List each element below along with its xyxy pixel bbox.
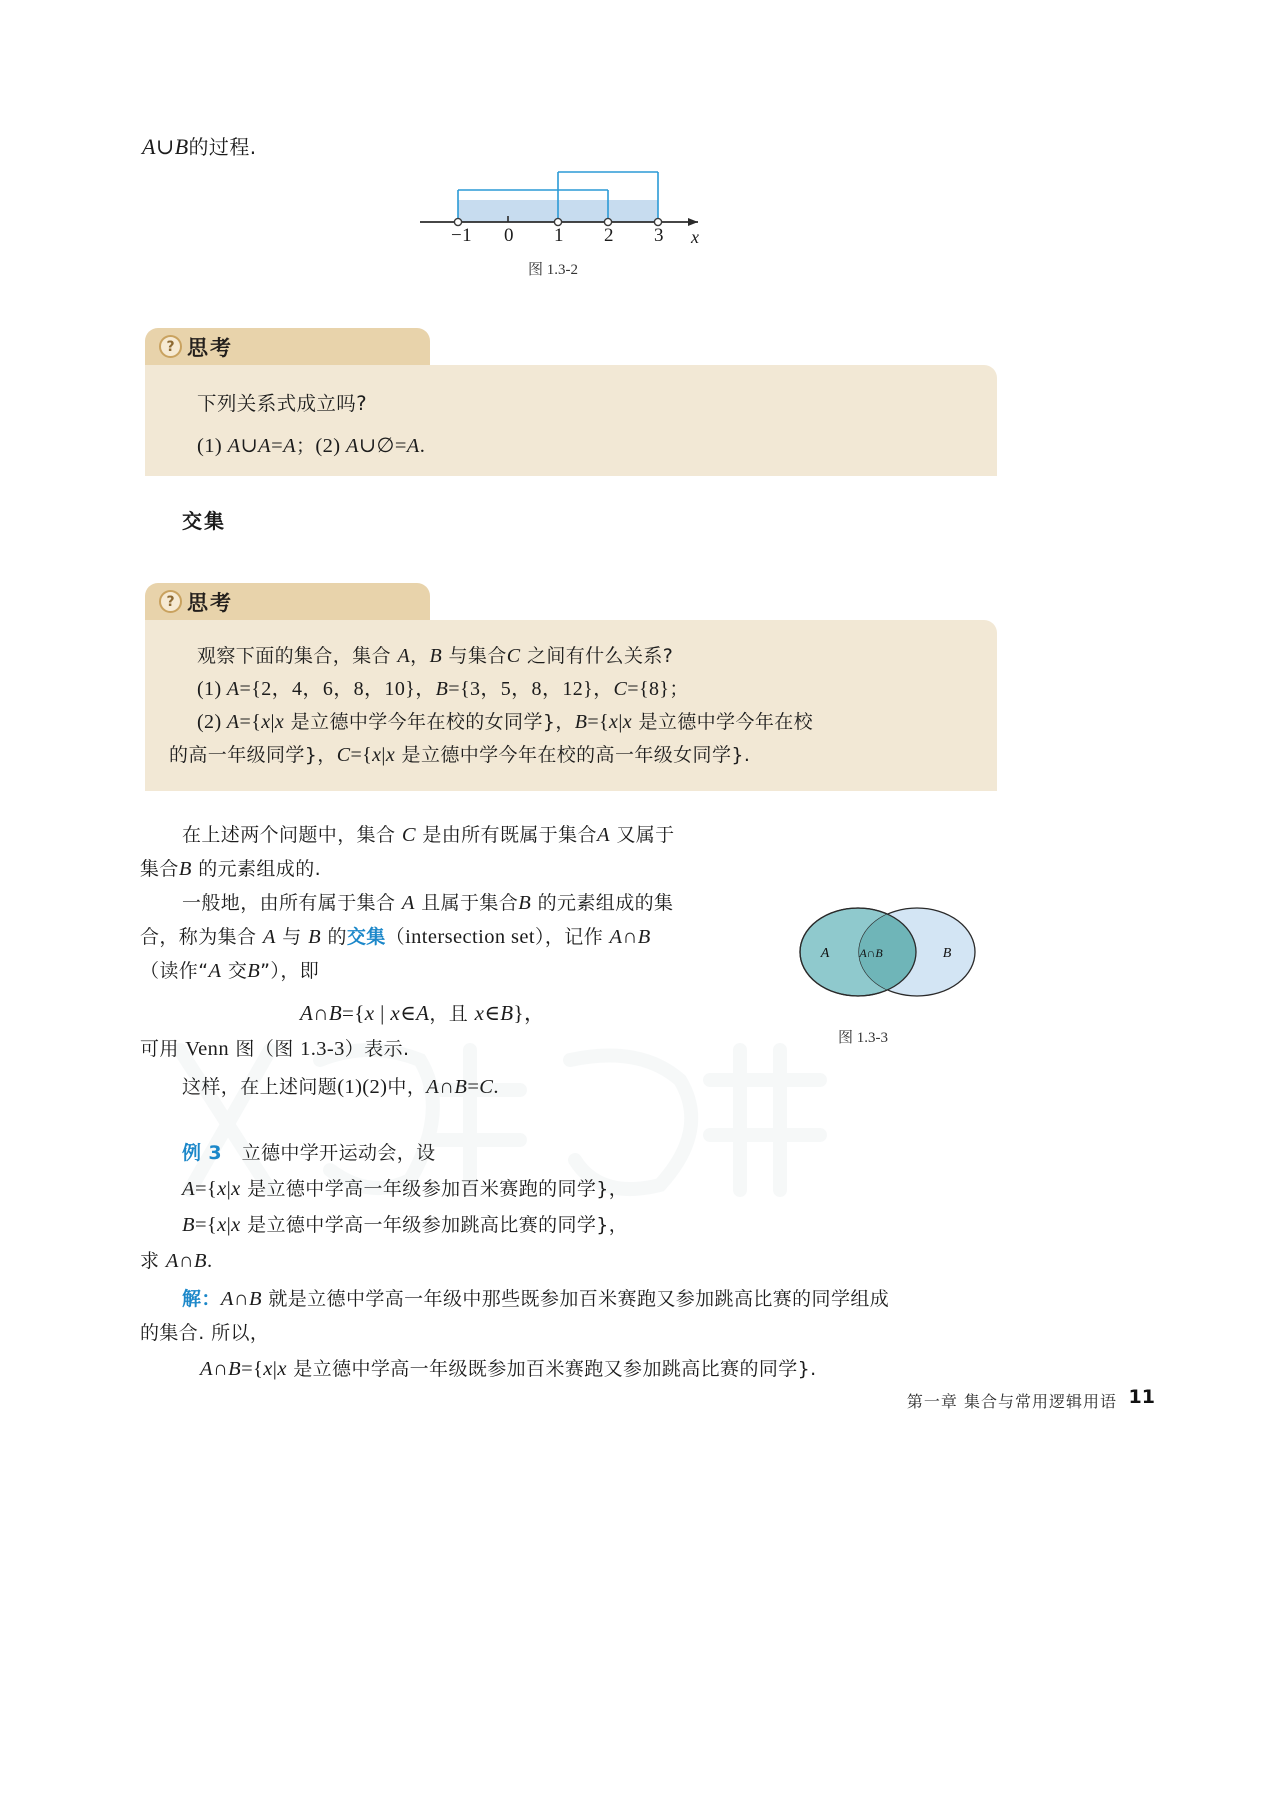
example-title: 立德中学开运动会，设 — [241, 1142, 436, 1164]
body-formula-intersection: A∩B={x | x∈A，且 x∈B}， — [300, 1001, 546, 1025]
question-mark-icon: ? — [159, 590, 182, 613]
body-para3: 这样，在上述问题(1)(2)中，A∩B=C. — [182, 1076, 499, 1098]
think-box-2-tab-label: 思考 — [187, 590, 233, 615]
body-para1-line1: 在上述两个问题中，集合 C 是由所有既属于集合A 又属于 — [182, 824, 675, 846]
body-para2-line4: 可用 Venn 图（图 1.3-3）表示. — [140, 1038, 410, 1060]
example-3-question: 求 A∩B. — [140, 1250, 213, 1272]
solution-label: 解： — [182, 1288, 221, 1310]
think-box-2-tab — [145, 583, 430, 620]
figure-1-3-3-caption: 图 1.3-3 — [838, 1030, 888, 1046]
body-para2-line3: （读作“A 交B”），即 — [140, 960, 320, 982]
think-box-2-line-2: (1) A={2，4，6，8，10}，B={3，5，8，12}，C={8}； — [197, 678, 689, 700]
body-para2-line2: 合，称为集合 A 与 B 的交集（intersection set），记作 A∩B — [140, 926, 651, 948]
term-intersection: 交集 — [346, 926, 386, 948]
fig132-tick-1: 1 — [554, 225, 564, 246]
figure-1-3-3-venn — [775, 895, 1000, 1010]
fig132-axis-label: x — [691, 227, 700, 247]
fig132-tick-3: 3 — [654, 225, 664, 246]
think-box-1-line-2: (1) A∪A=A；(2) A∪∅=A. — [197, 435, 426, 457]
svg-text:B: B — [942, 946, 952, 961]
think-box-1-tab-label: 思考 — [187, 335, 233, 360]
section-heading-intersection: 交集 — [182, 509, 226, 533]
example-3-solution-line-3: A∩B={x|x 是立德中学高一年级既参加百米赛跑又参加跳高比赛的同学}. — [200, 1358, 817, 1380]
fig132-tick-0: 0 — [504, 225, 514, 246]
think-box-2 — [145, 583, 997, 791]
svg-text:A∩B: A∩B — [859, 946, 883, 960]
figure-1-3-2-caption: 图 1.3-2 — [528, 262, 578, 278]
fig132-tick--1: −1 — [451, 225, 473, 246]
example-3-line-a: A={x|x 是立德中学高一年级参加百米赛跑的同学}， — [182, 1178, 629, 1200]
footer-chapter-title: 第一章 集合与常用逻辑用语 — [906, 1392, 1117, 1411]
think-box-1-line-1: 下列关系式成立吗? — [197, 392, 367, 415]
svg-text:A: A — [820, 946, 830, 961]
fig132-tick-2: 2 — [604, 225, 614, 246]
footer-page-number: 11 — [1128, 1386, 1155, 1408]
question-mark-icon: ? — [159, 335, 182, 358]
example-3-solution-line-2: 的集合. 所以， — [140, 1322, 270, 1344]
body-para2-line1: 一般地，由所有属于集合 A 且属于集合B 的元素组成的集 — [182, 892, 674, 914]
page-footer — [0, 1386, 1287, 1799]
example-label: 例 3 — [182, 1142, 223, 1164]
think-box-2-body — [145, 620, 997, 791]
example-3-header — [182, 1136, 436, 1170]
think-box-2-line-3: (2) A={x|x 是立德中学今年在校的女同学}，B={x|x 是立德中学今年在校 — [197, 711, 814, 733]
think-box-2-line-4: 的高一年级同学}，C={x|x 是立德中学今年在校的高一年级女同学}. — [169, 744, 751, 766]
think-box-1 — [145, 328, 997, 476]
think-box-2-line-1: 观察下面的集合，集合 A，B 与集合C 之间有什么关系? — [197, 645, 674, 667]
think-box-1-tab — [145, 328, 430, 365]
body-para1-line2: 集合B 的元素组成的. — [140, 858, 322, 880]
example-3-line-b: B={x|x 是立德中学高一年级参加跳高比赛的同学}， — [182, 1214, 629, 1236]
example-3-solution-line-1: 解：A∩B 就是立德中学高一年级中那些既参加百米赛跑又参加跳高比赛的同学组成 — [182, 1288, 890, 1310]
think-box-1-body — [145, 365, 997, 476]
top-formula-line: A∪B的过程. — [142, 134, 257, 159]
